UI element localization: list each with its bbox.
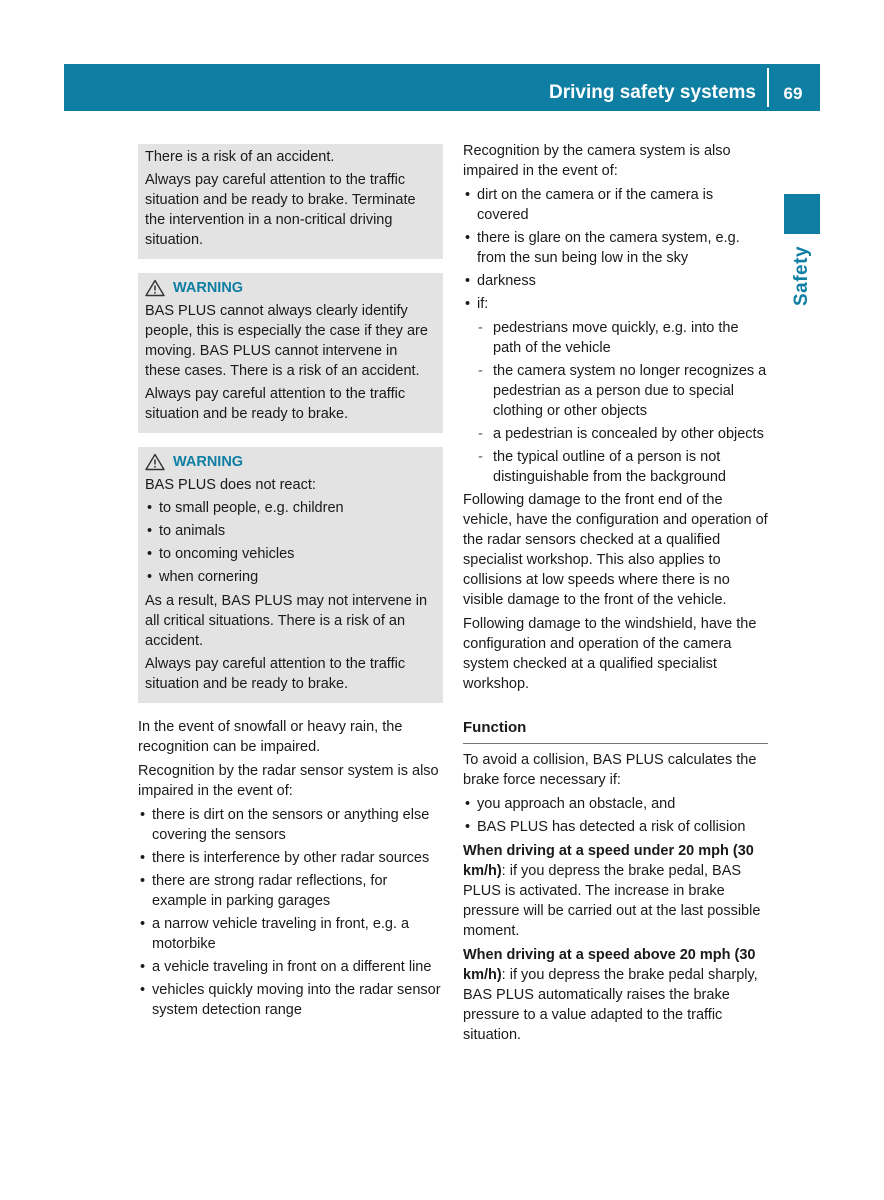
speed-text: : if you depress the brake pedal, BAS PLUS is activated. The increase in brake pressure will be carried out at the last possible moment. <box>463 863 761 939</box>
sub-list-item: - a pedestrian is concealed by other objects <box>463 424 768 444</box>
list-item: • to small people, e.g. children <box>145 498 436 518</box>
list-item: • BAS PLUS has detected a risk of collision <box>463 817 768 837</box>
list-item: • dirt on the camera or if the camera is covered <box>463 185 768 225</box>
list-item: • a vehicle traveling in front on a different line <box>138 957 443 977</box>
warning-triangle-icon <box>145 279 165 297</box>
warning-text: BAS PLUS does not react: <box>145 477 316 493</box>
warning-label: WARNING <box>173 280 244 296</box>
notice-text: There is a risk of an accident. <box>145 149 335 165</box>
warning-heading <box>145 452 436 472</box>
warning-label: WARNING <box>173 454 244 470</box>
body-paragraph: To avoid a collision, BAS PLUS calculates the brake force necessary if: <box>463 752 757 788</box>
page-number: 69 <box>783 84 803 103</box>
list-item: • there is dirt on the sensors or anything else covering the sensors <box>138 805 443 845</box>
list-item: • to animals <box>145 521 436 541</box>
list-item: • if: <box>463 294 768 314</box>
list-item: • to oncoming vehicles <box>145 544 436 564</box>
warning-text: Always pay careful attention to the traffic situation and be ready to brake. <box>145 386 406 422</box>
speed-heading: When driving at a speed above 20 mph (30 km/h) <box>463 947 756 983</box>
sub-list-item: - pedestrians move quickly, e.g. into the path of the vehicle <box>463 318 768 358</box>
warning-text: BAS PLUS cannot always clearly identify people, this is especially the case if they are moving. BAS PLUS cannot intervene in these cases. There is a risk of an accident. <box>145 303 428 379</box>
list-item: • when cornering <box>145 567 436 587</box>
warning-triangle-icon <box>145 453 165 471</box>
list-item: • there is glare on the camera system, e.g. from the sun being low in the sky <box>463 228 768 268</box>
list-item: • a narrow vehicle traveling in front, e.g. a motorbike <box>138 914 443 954</box>
right-column <box>463 141 768 1049</box>
warning-list <box>145 498 436 587</box>
radar-list <box>138 805 443 1020</box>
side-tab-marker <box>784 194 820 234</box>
warning-box <box>138 447 443 703</box>
header-divider <box>767 68 769 107</box>
warning-heading <box>145 278 436 298</box>
speed-heading: When driving at a speed under 20 mph (30 km/h) <box>463 843 754 879</box>
camera-sub-list <box>463 318 768 487</box>
speed-paragraph <box>463 841 768 941</box>
notice-box <box>138 144 443 259</box>
left-column <box>138 144 443 1024</box>
speed-paragraph <box>463 945 768 1045</box>
notice-text: Always pay careful attention to the traffic situation and be ready to brake. Terminate the intervention in a non-critical driving situation. <box>145 172 416 248</box>
camera-list <box>463 185 768 314</box>
speed-text: : if you depress the brake pedal sharply, BAS PLUS automatically raises the brake pressure to a value adapted to the traffic situation. <box>463 967 758 1043</box>
sub-list-item: - the typical outline of a person is not distinguishable from the background <box>463 447 768 487</box>
list-item: • there are strong radar reflections, for example in parking garages <box>138 871 443 911</box>
section-heading-function: Function <box>463 718 768 744</box>
body-paragraph: Recognition by the camera system is also impaired in the event of: <box>463 143 731 179</box>
function-list <box>463 794 768 837</box>
body-paragraph: Recognition by the radar sensor system is also impaired in the event of: <box>138 763 439 799</box>
list-item: • you approach an obstacle, and <box>463 794 768 814</box>
warning-box <box>138 273 443 433</box>
sub-list-item: - the camera system no longer recognizes a pedestrian as a person due to special clothing or other objects <box>463 361 768 421</box>
body-paragraph: Following damage to the front end of the vehicle, have the configuration and operation of the radar sensors checked at a qualified specialist workshop. This also applies to collisions at low speeds where there is no visible damage to the front of the vehicle. <box>463 492 768 608</box>
body-paragraph: In the event of snowfall or heavy rain, the recognition can be impaired. <box>138 719 403 755</box>
warning-text: Always pay careful attention to the traffic situation and be ready to brake. <box>145 656 406 692</box>
list-item: • vehicles quickly moving into the radar sensor system detection range <box>138 980 443 1020</box>
page-header-title: Driving safety systems <box>549 82 756 103</box>
warning-text: As a result, BAS PLUS may not intervene in all critical situations. There is a risk of an accident. <box>145 593 428 649</box>
side-section-label: Safety <box>791 245 812 307</box>
body-paragraph: Following damage to the windshield, have the configuration and operation of the camera system checked at a qualified specialist workshop. <box>463 616 757 692</box>
list-item: • there is interference by other radar sources <box>138 848 443 868</box>
list-item: • darkness <box>463 271 768 291</box>
